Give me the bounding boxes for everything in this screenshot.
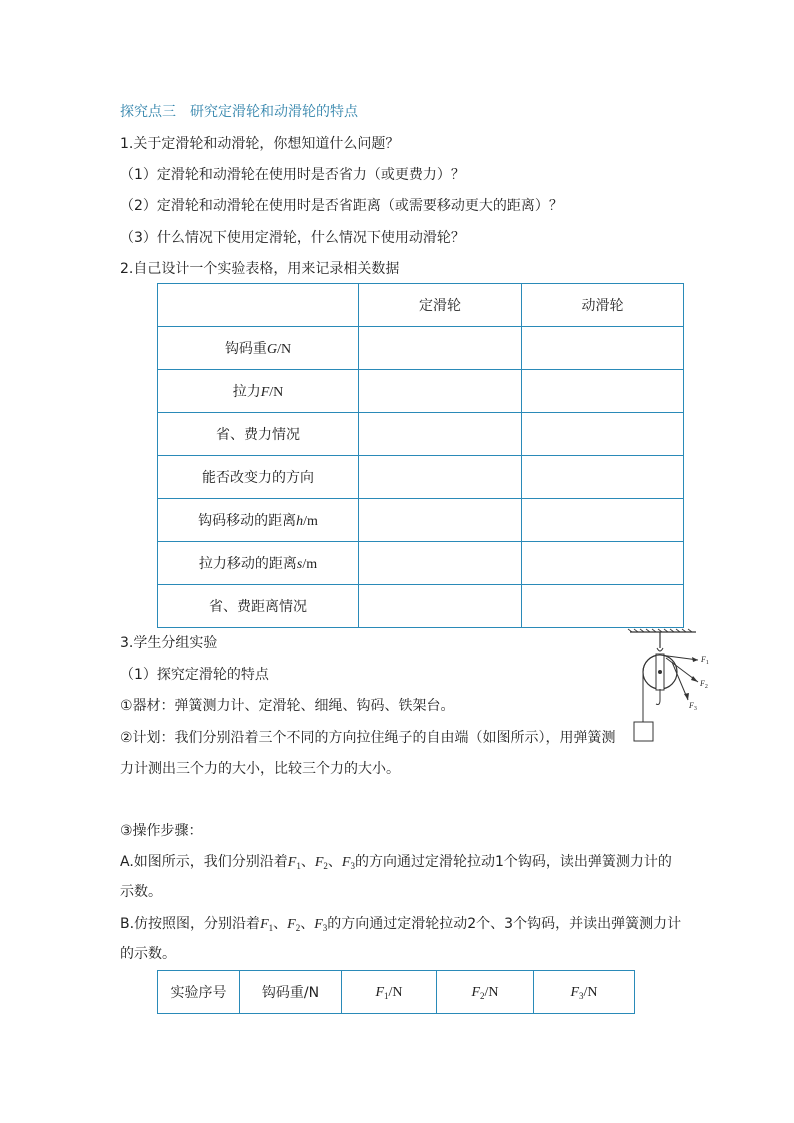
table-cell[interactable] — [522, 456, 684, 499]
table-cell[interactable] — [359, 585, 522, 628]
question-1-item-2: （2）定滑轮和动滑轮在使用时是否省距离（或需要移动更大的距离）？ — [120, 198, 563, 214]
plan-line-1: ②计划：我们分别沿着三个不同的方向拉住绳子的自由端（如图所示），用弹簧测 — [120, 730, 616, 746]
header-f3: $F_3/N$ — [534, 971, 635, 1014]
data-record-table — [157, 283, 684, 628]
hook-and-weight — [634, 689, 660, 741]
header-trial: 实验序号 — [158, 971, 240, 1014]
label-f1: $F_1$ — [701, 655, 709, 666]
row-label-pull-distance: 拉力移动的距离s/m — [158, 542, 359, 585]
question-3-sub-1: （1）探究定滑轮的特点 — [120, 667, 269, 683]
table-row — [158, 542, 684, 585]
row-label-save-force: 省、费力情况 — [158, 413, 359, 456]
question-1-item-3: （3）什么情况下使用定滑轮，什么情况下使用动滑轮？ — [120, 230, 465, 246]
table-row — [158, 971, 635, 1014]
step-a-line-2: 示数。 — [120, 884, 162, 900]
ceiling-mount — [628, 629, 696, 651]
table-row — [158, 327, 684, 370]
header-f2: $F_2/N$ — [437, 971, 534, 1014]
label-f3: $F_3$ — [689, 701, 697, 712]
row-label-direction: 能否改变力的方向 — [158, 456, 359, 499]
section-title: 探究点三 研究定滑轮和动滑轮的特点 — [120, 104, 358, 120]
question-3-title: 3.学生分组实验 — [120, 635, 218, 651]
table-cell[interactable] — [359, 542, 522, 585]
step-b-line-1: B.仿按照图，分别沿着$F_1$、$F_2$、$F_3$的方向通过定滑轮拉动2个、3个钩码，并读出弹簧测力计 — [120, 916, 682, 933]
question-1-title: 1.关于定滑轮和动滑轮，你想知道什么问题？ — [120, 136, 400, 152]
table-cell[interactable] — [359, 499, 522, 542]
table-cell[interactable] — [359, 413, 522, 456]
table-header-cell: 动滑轮 — [522, 284, 684, 327]
plan-line-2: 力计测出三个力的大小，比较三个力的大小。 — [120, 761, 400, 777]
force-arrows — [684, 657, 698, 700]
table-cell[interactable] — [522, 585, 684, 628]
row-label-save-distance: 省、费距离情况 — [158, 585, 359, 628]
table-row — [158, 370, 684, 413]
table-row — [158, 499, 684, 542]
step-b-line-2: 的示数。 — [120, 946, 176, 962]
table-cell[interactable] — [522, 413, 684, 456]
header-f1: $F_1/N$ — [342, 971, 437, 1014]
table-header-cell — [158, 284, 359, 327]
table-row — [158, 413, 684, 456]
row-label-pull: 拉力F/N — [158, 370, 359, 413]
table-cell[interactable] — [359, 456, 522, 499]
table-header-cell: 定滑轮 — [359, 284, 522, 327]
table-cell[interactable] — [522, 499, 684, 542]
question-1-item-1: （1）定滑轮和动滑轮在使用时是否省力（或更费力）？ — [120, 167, 465, 183]
table-cell[interactable] — [522, 370, 684, 413]
label-f2: $F_2$ — [700, 679, 708, 690]
step-a-line-1: A.如图所示，我们分别沿着$F_1$、$F_2$、$F_3$的方向通过定滑轮拉动1个钩码，读出弹簧测力计的 — [120, 854, 672, 871]
table-row — [158, 456, 684, 499]
row-label-weight: 钩码重G/N — [158, 327, 359, 370]
question-2-title: 2.自己设计一个实验表格，用来记录相关数据 — [120, 261, 400, 277]
table-cell[interactable] — [359, 327, 522, 370]
experiment-results-table — [157, 970, 635, 1014]
table-cell[interactable] — [522, 327, 684, 370]
table-cell[interactable] — [359, 370, 522, 413]
equipment-line: ①器材：弹簧测力计、定滑轮、细绳、钩码、铁架台。 — [120, 698, 455, 714]
table-row — [158, 585, 684, 628]
row-label-hook-distance: 钩码移动的距离h/m — [158, 499, 359, 542]
table-cell[interactable] — [522, 542, 684, 585]
fixed-pulley-figure — [626, 628, 716, 748]
table-row — [158, 284, 684, 327]
steps-title: ③操作步骤： — [120, 823, 203, 839]
header-weight: 钩码重/N — [240, 971, 342, 1014]
